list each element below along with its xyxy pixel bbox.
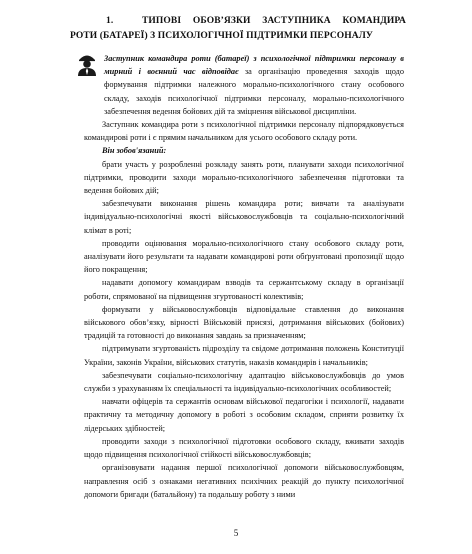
duty-item: формувати у військовослужбовців відповідальне ставлення до виконання військового обов’язку, вірності Військовій присязі, дотримання військових (бойових) традицій та готовності до виконання завдань за призначенням; bbox=[84, 304, 404, 341]
duty-item: забезпечувати виконання рішень командира роти; вивчати та аналізувати індивідуально-психологічні якості військовослужбовців та соціально-психологічний клімат в роті; bbox=[84, 199, 404, 235]
page-number: 5 bbox=[233, 528, 239, 538]
duty-item: надавати допомогу командирам взводів та сержантському складу в організації роботи, спрямованої на підвищення згуртованості колективів; bbox=[84, 278, 404, 301]
section-heading bbox=[70, 14, 406, 44]
duties-heading: Він зобов'язаний: bbox=[102, 146, 167, 156]
subordination-paragraph: Заступник командира роти з психологічної підтримки персоналу підпорядковується командирові роти і є прямим начальником для усього особового складу роти. bbox=[84, 120, 404, 143]
duty-item: навчати офіцерів та сержантів основам військової педагогіки і психології, надавати практичну та методичну допомогу в роботі з особовим складом, сприяти розвитку їх лідерських здібностей; bbox=[84, 397, 404, 433]
duty-item: проводити оцінювання морально-психологічного стану особового складу роти, аналізувати його результати та надавати командирові роти обґрунтовані пропозиції щодо його покращення; bbox=[84, 238, 404, 275]
duty-item: брати участь у розробленні розкладу занять роти, планувати заходи психологічної підтримки, проводити заходи морально-психологічного забезпечення підготовки та ведення бойових дій; bbox=[84, 159, 404, 196]
intro-lead-rest: за організацію проведення заходів щодо формування підтримки належного морально-психологічного стану особового складу, заходів психологічної підтримки персоналу, морально-психологічного забезпечення ведення бойових дій та зміцнення військової дисципліни. bbox=[104, 67, 404, 116]
duty-item: проводити заходи з психологічної підготовки особового складу, вживати заходів щодо підвищення психологічної стійкості військовослужбовців; bbox=[84, 436, 404, 460]
section-title: ТИПОВІ ОБОВ’ЯЗКИ ЗАСТУПНИКА КОМАНДИРА РОТИ (БАТАРЕЇ) З ПСИХОЛОГІЧНОЇ ПІДТРИМКИ ПЕРСОНАЛУ bbox=[70, 16, 406, 41]
section-number: 1. bbox=[106, 16, 114, 26]
duties-list bbox=[84, 158, 404, 501]
document-body bbox=[84, 52, 404, 501]
duty-item: організовувати надання першої психологічної допомоги військовослужбовцям, направлення осіб з ознаками негативних психічних реакцій до пункту психологічної допомоги бригади (батальйону) та подальшу роботу з ними bbox=[84, 463, 404, 499]
duty-item: підтримувати згуртованість підрозділу та свідоме дотримання положень Конституції України, законів України, військових статутів, наказів командирів і начальників; bbox=[84, 344, 404, 367]
intro-lead-bold: Заступник командира роти (батареї) з психологічної підтримки персоналу в мирний і воєнний час відповідає bbox=[104, 54, 404, 77]
duty-item: забезпечувати соціально-психологічну адаптацію військовослужбовців до умов служби з урахуванням їх спеціальності та індивідуально-психологічних особливостей; bbox=[84, 370, 404, 394]
intro-paragraph bbox=[84, 52, 404, 118]
